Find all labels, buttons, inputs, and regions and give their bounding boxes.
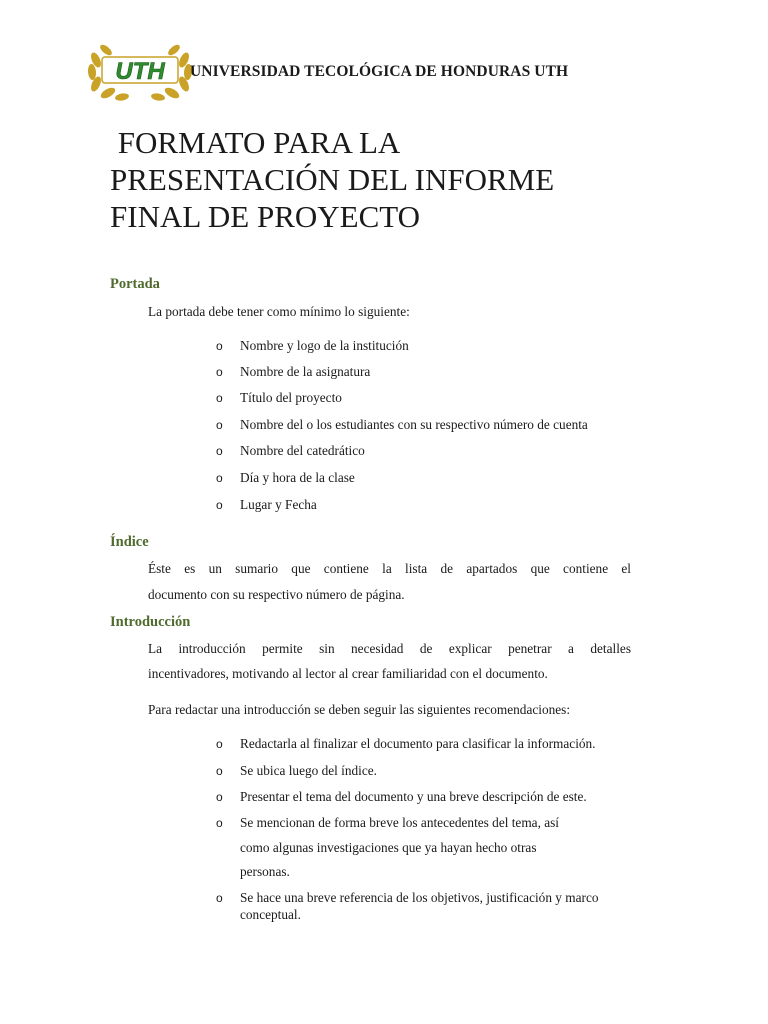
bullet-marker: o: [216, 391, 223, 405]
bullet-marker: o: [216, 339, 223, 353]
list-item: o Título del proyecto: [216, 390, 342, 405]
list-item: o Lugar y Fecha: [216, 497, 317, 512]
bullet-marker: o: [216, 418, 223, 432]
title-line-2: PRESENTACIÓN DEL INFORME: [110, 162, 555, 197]
bullet-marker: o: [216, 444, 223, 458]
bullet-marker: o: [216, 471, 223, 485]
bullet-marker: o: [216, 816, 223, 830]
list-item-continuation: conceptual.: [240, 907, 301, 922]
list-item: o Nombre de la asignatura: [216, 364, 371, 379]
introduccion-line-1: La introducción permite sin necesidad de explicar penetrar a detalles: [148, 641, 631, 656]
list-item: o Presentar el tema del documento y una breve descripción de este.: [216, 789, 587, 804]
portada-intro: La portada debe tener como mínimo lo siguiente:: [148, 304, 410, 319]
bullet-marker: o: [216, 498, 223, 512]
section-heading-portada: Portada: [110, 276, 160, 292]
list-item-continuation: como algunas investigaciones que ya hayan hecho otras: [240, 840, 537, 855]
section-heading-indice: Índice: [110, 534, 149, 550]
list-item: o Se mencionan de forma breve los antecedentes del tema, así: [216, 815, 559, 830]
bullet-marker: o: [216, 891, 223, 905]
indice-line-1: Éste es un sumario que contiene la lista de apartados que contiene el: [148, 561, 631, 576]
indice-line-2: documento con su respectivo número de página.: [148, 587, 405, 602]
list-item: o Nombre del catedrático: [216, 443, 365, 458]
introduccion-recommendations: Para redactar una introducción se deben seguir las siguientes recomendaciones:: [148, 702, 571, 717]
list-item: o Se ubica luego del índice.: [216, 763, 377, 778]
introduccion-line-2: incentivadores, motivando al lector al crear familiaridad con el documento.: [148, 666, 548, 681]
university-name: UNIVERSIDAD TECOLÓGICA DE HONDURAS UTH: [190, 63, 569, 80]
bullet-marker: o: [216, 790, 223, 804]
section-heading-introduccion: Introducción: [110, 614, 191, 630]
list-item: o Día y hora de la clase: [216, 470, 355, 485]
document-title: [110, 124, 710, 235]
logo-text: UTH: [115, 58, 165, 85]
uth-logo: [82, 38, 198, 102]
title-line-3: FINAL DE PROYECTO: [110, 199, 421, 234]
title-line-1: FORMATO PARA LA: [110, 125, 401, 160]
list-item: o Se hace una breve referencia de los objetivos, justificación y marco: [216, 890, 599, 905]
bullet-marker: o: [216, 764, 223, 778]
list-item: o Nombre y logo de la institución: [216, 338, 409, 353]
list-item-continuation: personas.: [240, 864, 290, 879]
list-item: o Redactarla al finalizar el documento para clasificar la información.: [216, 736, 596, 751]
bullet-marker: o: [216, 737, 223, 751]
bullet-marker: o: [216, 365, 223, 379]
list-item: o Nombre del o los estudiantes con su respectivo número de cuenta: [216, 417, 588, 432]
